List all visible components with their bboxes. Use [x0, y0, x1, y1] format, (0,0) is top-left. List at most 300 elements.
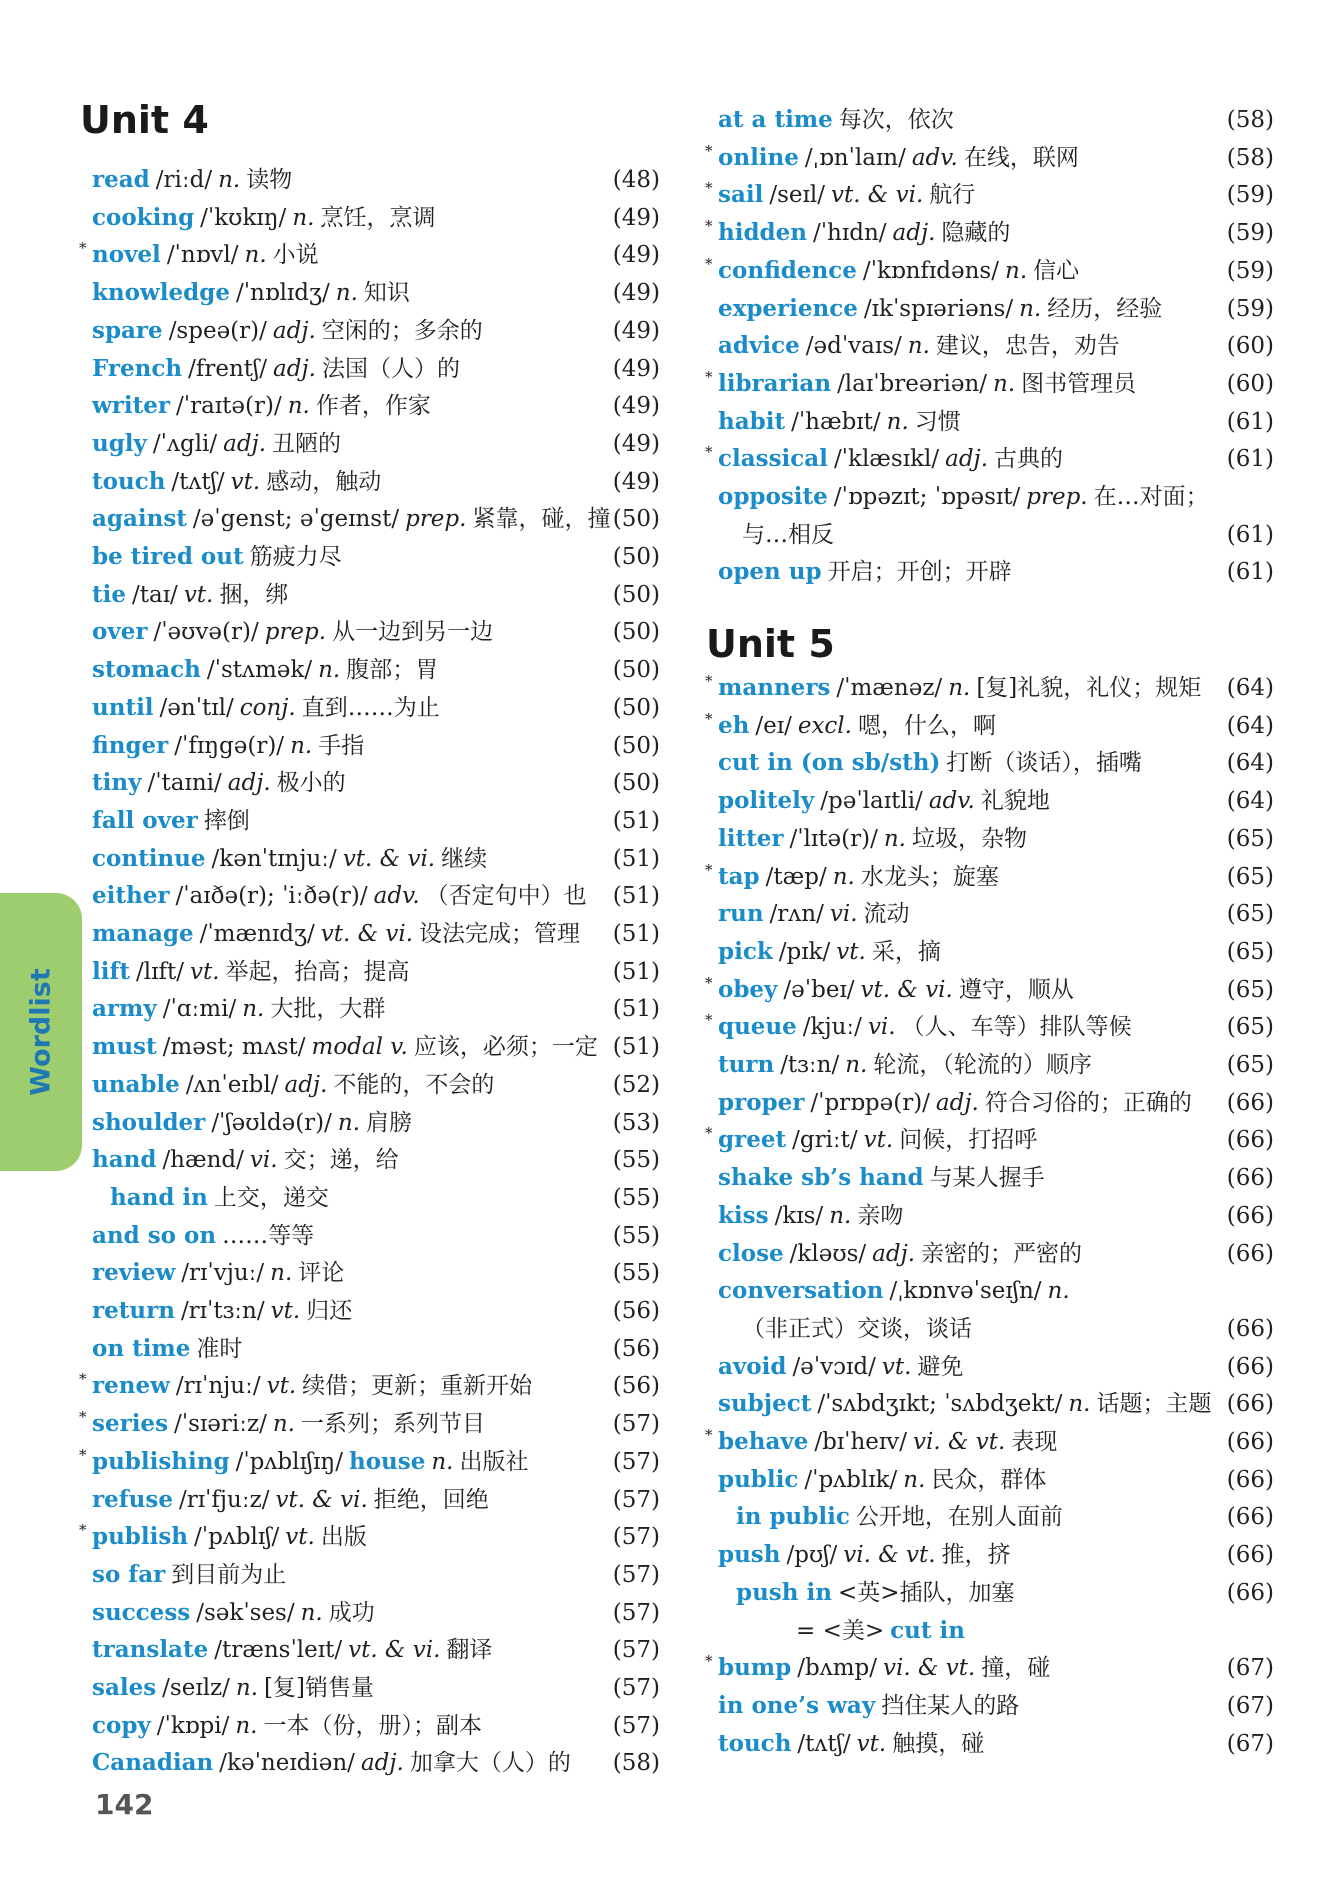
- wordlist-entry: [718, 1350, 1274, 1384]
- entry-meaning: 轮流，（轮流的）顺序: [873, 1052, 1092, 1078]
- entry-word: kiss: [718, 1202, 769, 1229]
- wordlist-entry: [718, 405, 1274, 439]
- entry-part-of-speech: n.: [832, 864, 855, 890]
- wordlist-entry: [79, 238, 660, 272]
- entry-page-ref: (51): [612, 1034, 660, 1060]
- entry-meaning: 极小的: [276, 770, 346, 796]
- entry-word: unable: [92, 1071, 180, 1098]
- entry-part-of-speech: n.: [235, 1675, 259, 1701]
- entry-word: manage: [92, 920, 194, 947]
- entry-word: stomach: [92, 656, 201, 683]
- entry-meaning: 紧靠，碰，撞: [472, 506, 611, 532]
- entry-part-of-speech: n.: [907, 333, 930, 359]
- wordlist-entry: [718, 822, 1274, 856]
- entry-part-of-speech: vt.: [183, 582, 214, 608]
- entry-word: conversation: [718, 1277, 884, 1304]
- entry-word: finger: [92, 732, 169, 759]
- star-marker: *: [705, 443, 713, 461]
- entry-meaning: 嗯，什么，啊: [857, 713, 996, 739]
- entry-page-ref: (59): [1226, 296, 1274, 322]
- entry-part-of-speech: excl.: [797, 713, 852, 739]
- entry-pronunciation: /ənˈtɪl/: [159, 695, 234, 721]
- entry-page-ref: (67): [1226, 1693, 1274, 1719]
- entry-pronunciation: /taɪ/: [132, 582, 178, 608]
- entry-page-ref: (51): [612, 996, 660, 1022]
- entry-page-ref: (60): [1226, 333, 1274, 359]
- entry-meaning: 举起，抬高；提高: [225, 959, 410, 985]
- wordlist-entry: [92, 201, 660, 235]
- wordlist-entry: [92, 389, 660, 423]
- entry-meaning: 不能的，不会的: [333, 1072, 495, 1098]
- entry-meaning: 触摸，碰: [892, 1731, 985, 1757]
- entry-pronunciation: /səkˈses/: [196, 1600, 295, 1626]
- entry-word: open up: [718, 558, 822, 585]
- entry-part-of-speech: vt.: [266, 1373, 297, 1399]
- entry-word: classical: [718, 445, 828, 472]
- star-marker: *: [705, 1652, 713, 1670]
- entry-meaning: 遵守，顺从: [958, 977, 1074, 1003]
- entry-page-ref: (49): [612, 280, 660, 306]
- wordlist-entry: [92, 1106, 660, 1140]
- entry-pronunciation: /kɪs/: [774, 1203, 824, 1229]
- wordlist-entry: [718, 1199, 1274, 1233]
- entry-part-of-speech: adj.: [284, 1072, 328, 1098]
- entry-page-ref: (49): [612, 431, 660, 457]
- entry-pronunciation: /rʌn/: [769, 901, 824, 927]
- entry-page-ref: (66): [1226, 1165, 1274, 1191]
- entry-word: run: [718, 900, 764, 927]
- entry-meaning: 与…相反: [742, 522, 834, 548]
- entry-meaning: 腹部；胃: [346, 657, 439, 683]
- entry-word: manners: [718, 674, 831, 701]
- entry-pronunciation: /tʌtʃ/: [171, 469, 225, 495]
- entry-page-ref: (49): [612, 393, 660, 419]
- entry-pronunciation: /hænd/: [162, 1147, 244, 1173]
- entry-word-extra: house: [348, 1448, 426, 1475]
- wordlist-entry: [92, 314, 660, 348]
- star-marker: *: [705, 1426, 713, 1444]
- entry-page-ref: (59): [1226, 182, 1274, 208]
- entry-part-of-speech: adv.: [373, 883, 420, 909]
- entry-meaning: 成功: [328, 1600, 375, 1626]
- entry-pronunciation: /ˈɑːmi/: [162, 996, 237, 1022]
- entry-pronunciation: /ˌɒnˈlaɪn/: [804, 145, 906, 171]
- entry-word: greet: [718, 1126, 787, 1153]
- entry-meaning: 挡住某人的路: [881, 1693, 1020, 1719]
- entry-word: avoid: [718, 1353, 787, 1380]
- entry-page-ref: (51): [612, 921, 660, 947]
- entry-pronunciation: /ˈmænəz/: [836, 675, 943, 701]
- wordlist-entry: [92, 1633, 660, 1667]
- entry-meaning: [复]礼貌，礼仪；规矩: [976, 675, 1202, 701]
- entry-meaning: 与某人握手: [929, 1165, 1045, 1191]
- wordlist-entry: [92, 1219, 660, 1253]
- entry-pronunciation: /ˈraɪtə(r)/: [176, 393, 282, 419]
- entry-meaning: 经历，经验: [1047, 296, 1163, 322]
- entry-page-ref: (64): [1226, 713, 1274, 739]
- entry-part-of-speech: vt. & vi.: [348, 1637, 441, 1663]
- entry-pronunciation: /kləʊs/: [789, 1241, 867, 1267]
- entry-pronunciation: /griːt/: [792, 1127, 858, 1153]
- entry-part-of-speech: modal v.: [311, 1034, 408, 1060]
- wordlist-entry: [92, 766, 660, 800]
- entry-pronunciation: /eɪ/: [755, 713, 792, 739]
- entry-part-of-speech: n.: [300, 1600, 323, 1626]
- entry-word: advice: [718, 332, 800, 359]
- entry-word: in public: [736, 1503, 850, 1530]
- entry-meaning: 在线，联网: [963, 145, 1079, 171]
- entry-pronunciation: /ˈʃəʊldə(r)/: [211, 1110, 332, 1136]
- entry-pronunciation: /laɪˈbreəriən/: [837, 371, 988, 397]
- wordlist-entry: [92, 1256, 660, 1290]
- wordlist-entry: [718, 1689, 1274, 1723]
- entry-pronunciation: /ˈtaɪni/: [147, 770, 222, 796]
- entry-page-ref: (57): [612, 1675, 660, 1701]
- entry-page-ref: (64): [1226, 750, 1274, 776]
- entry-meaning: 出版: [320, 1524, 367, 1550]
- entry-pronunciation: /ˈhɪdn/: [812, 220, 887, 246]
- entry-meaning: 上交，递交: [213, 1185, 329, 1211]
- entry-page-ref: (49): [612, 356, 660, 382]
- entry-part-of-speech: n.: [218, 167, 241, 193]
- entry-word: touch: [718, 1730, 792, 1757]
- entry-meaning: 续借；更新；重新开始: [302, 1373, 533, 1399]
- wordlist-entry: [718, 480, 1274, 514]
- entry-part-of-speech: vt. & vi.: [275, 1487, 368, 1513]
- wordlist-entry: [79, 1407, 660, 1441]
- wordlist-entry: [705, 1010, 1274, 1044]
- wordlist-entry: [718, 935, 1274, 969]
- entry-page-ref: (60): [1226, 371, 1274, 397]
- entry-word: push: [718, 1541, 781, 1568]
- wordlist-entry: [92, 427, 660, 461]
- entry-pronunciation: /ˈnɒvl/: [166, 242, 239, 268]
- entry-word: behave: [718, 1428, 809, 1455]
- wordlist-entry: [92, 729, 660, 763]
- entry-page-ref: (58): [612, 1750, 660, 1776]
- entry-word: sail: [718, 181, 764, 208]
- wordlist-entry: [705, 709, 1274, 743]
- star-marker: *: [79, 1408, 87, 1426]
- wordlist-entry: [92, 352, 660, 386]
- entry-meaning: 航行: [929, 182, 976, 208]
- wordlist-entry: [92, 992, 660, 1026]
- entry-meaning: 交；递，给: [283, 1147, 399, 1173]
- entry-part-of-speech: adv.: [911, 145, 958, 171]
- wordlist-entry: [92, 917, 660, 951]
- entry-part-of-speech: vt. & vi.: [830, 182, 924, 208]
- wordlist-entry: [705, 860, 1274, 894]
- star-marker: *: [79, 239, 87, 257]
- entry-word: queue: [718, 1013, 797, 1040]
- wordlist-entry: [718, 1463, 1274, 1497]
- entry-word: return: [92, 1297, 175, 1324]
- entry-part-of-speech: vt.: [230, 469, 261, 495]
- entry-pronunciation: /ˈmænɪdʒ/: [199, 921, 315, 947]
- wordlist-entry: [718, 784, 1274, 818]
- wordlist-entry: [718, 1086, 1274, 1120]
- entry-word: proper: [718, 1089, 805, 1116]
- entry-word: tiny: [92, 769, 142, 796]
- entry-part-of-speech: vt. & vi.: [320, 921, 414, 947]
- star-marker: *: [79, 1370, 87, 1388]
- wordlist-entry: [92, 540, 660, 574]
- entry-pronunciation: /ˈʌgli/: [152, 431, 218, 457]
- entry-part-of-speech: n.: [337, 1110, 361, 1136]
- entry-pronunciation: /speə(r)/: [168, 318, 267, 344]
- star-marker: *: [705, 142, 713, 160]
- entry-meaning: 翻译: [446, 1637, 493, 1663]
- entry-page-ref: (50): [612, 544, 660, 570]
- entry-meaning: 建议，忠告，劝告: [935, 333, 1120, 359]
- entry-word: publish: [92, 1523, 189, 1550]
- entry-pronunciation: /ʌnˈeɪbl/: [185, 1072, 279, 1098]
- entry-word: tap: [718, 863, 760, 890]
- entry-page-ref: (57): [612, 1524, 660, 1550]
- entry-word: army: [92, 995, 157, 1022]
- entry-page-ref: (50): [612, 582, 660, 608]
- entry-meaning: ……等等: [222, 1223, 315, 1249]
- star-marker: *: [705, 255, 713, 273]
- entry-part-of-speech: n.: [244, 242, 267, 268]
- entry-word: translate: [92, 1636, 209, 1663]
- entry-meaning: 采，摘: [871, 939, 941, 965]
- entry-word: close: [718, 1240, 784, 1267]
- wordlist-entry: [705, 216, 1274, 250]
- entry-part-of-speech: n.: [1019, 296, 1042, 322]
- entry-page-ref: (57): [612, 1411, 660, 1437]
- entry-pronunciation: /ˈkʊkɪŋ/: [200, 205, 287, 231]
- entry-pronunciation: /seɪl/: [769, 182, 825, 208]
- entry-part-of-speech: vt.: [881, 1354, 912, 1380]
- wordlist-entry: [718, 897, 1274, 931]
- entry-part-of-speech: vi. & vt.: [882, 1655, 976, 1681]
- wordlist-entry: [718, 746, 1274, 780]
- entry-word: over: [92, 618, 148, 645]
- entry-pronunciation: /tɜːn/: [780, 1052, 840, 1078]
- entry-part-of-speech: n.: [845, 1052, 868, 1078]
- entry-meaning: 准时: [196, 1336, 243, 1362]
- wordlist-entry: [718, 1161, 1274, 1195]
- entry-meaning: 推，挤: [941, 1542, 1011, 1568]
- entry-meaning: 信心: [1033, 258, 1080, 284]
- entry-page-ref: (50): [612, 619, 660, 645]
- wordlist-entry: [92, 1030, 660, 1064]
- entry-pronunciation: /əˈbeɪ/: [783, 977, 855, 1003]
- entry-word: habit: [718, 408, 786, 435]
- entry-meaning: 丑陋的: [272, 431, 342, 457]
- entry-page-ref: (66): [1226, 1127, 1274, 1153]
- entry-word: must: [92, 1033, 157, 1060]
- wordlist-entry: [718, 555, 1274, 589]
- wordlist-entry: [110, 1181, 660, 1215]
- entry-word: shoulder: [92, 1109, 206, 1136]
- wordlist-entry: [736, 1576, 1274, 1610]
- entry-meaning: 出版社: [459, 1449, 529, 1475]
- entry-page-ref: (65): [1226, 1052, 1274, 1078]
- entry-word: copy: [92, 1712, 151, 1739]
- entry-word: push in: [736, 1579, 832, 1606]
- entry-meaning: 流动: [863, 901, 910, 927]
- entry-meaning: 在…对面；: [1093, 484, 1209, 510]
- entry-pronunciation: /ˈkɒpi/: [156, 1713, 230, 1739]
- entry-page-ref: (55): [612, 1185, 660, 1211]
- wordlist-entry: [92, 1558, 660, 1592]
- entry-word: public: [718, 1466, 799, 1493]
- entry-pronunciation: /ˈaɪðə(r); ˈiːðə(r)/: [175, 883, 368, 909]
- entry-pronunciation: /rɪˈvjuː/: [181, 1260, 265, 1286]
- entry-part-of-speech: vt. & vi.: [860, 977, 953, 1003]
- entry-meaning: 设法完成；管理: [419, 921, 581, 947]
- entry-page-ref: (50): [612, 506, 660, 532]
- wordlist-entry: [718, 329, 1274, 363]
- entry-pronunciation: /ˈnɒlɪdʒ/: [235, 280, 330, 306]
- entry-page-ref: (65): [1226, 901, 1274, 927]
- wordlist-entry: [705, 1123, 1274, 1157]
- wordlist-entry: [92, 955, 660, 989]
- entry-word: cooking: [92, 204, 195, 231]
- entry-meaning: 亲吻: [857, 1203, 904, 1229]
- entry-pronunciation: /ˈpʌblɪk/: [804, 1467, 898, 1493]
- entry-part-of-speech: vi. & vt.: [913, 1429, 1006, 1455]
- entry-meaning: （否定句中）也: [425, 883, 587, 909]
- entry-page-ref: (66): [1226, 1467, 1274, 1493]
- entry-page-ref: (66): [1226, 1391, 1274, 1417]
- entry-meaning: 筋疲力尽: [249, 544, 342, 570]
- entry-meaning: 法国（人）的: [321, 356, 460, 382]
- entry-meaning: 撞，碰: [981, 1655, 1051, 1681]
- entry-word: French: [92, 355, 183, 382]
- entry-word: bump: [718, 1654, 792, 1681]
- wordlist-entry: [705, 671, 1274, 705]
- entry-page-ref: (57): [612, 1449, 660, 1475]
- wordlist-entry: [92, 691, 660, 725]
- entry-pronunciation: /ˈprɒpə(r)/: [810, 1090, 930, 1116]
- entry-meaning: 感动，触动: [266, 469, 382, 495]
- entry-pronunciation: /ˌkɒnvəˈseɪʃn/: [889, 1278, 1042, 1304]
- entry-pronunciation: /ˈsʌbdʒɪkt; ˈsʌbdʒekt/: [817, 1391, 1063, 1417]
- entry-part-of-speech: n.: [883, 826, 906, 852]
- wordlist-entry: [92, 1483, 660, 1517]
- entry-part-of-speech: n.: [903, 1467, 926, 1493]
- entry-part-of-speech: vt. & vi.: [342, 846, 436, 872]
- unit-title: Unit 5: [706, 622, 835, 666]
- entry-pronunciation: /ˈklæsɪkl/: [833, 446, 940, 472]
- entry-meaning: （人、车等）排队等候: [901, 1014, 1132, 1040]
- entry-meaning: = <美>: [796, 1618, 885, 1644]
- entry-page-ref: (48): [612, 167, 660, 193]
- entry-word: and so on: [92, 1222, 217, 1249]
- entry-page-ref: (66): [1226, 1354, 1274, 1380]
- entry-part-of-speech: vt.: [189, 959, 220, 985]
- entry-page-ref: (61): [1226, 522, 1274, 548]
- entry-page-ref: (50): [612, 695, 660, 721]
- entry-page-ref: (64): [1226, 675, 1274, 701]
- entry-meaning: 问候，打招呼: [899, 1127, 1038, 1153]
- wordlist-entry: [718, 1274, 1274, 1308]
- entry-part-of-speech: n.: [1005, 258, 1028, 284]
- wordlist-entry: [705, 973, 1274, 1007]
- entry-word: politely: [718, 787, 815, 814]
- entry-part-of-speech: adj.: [945, 446, 989, 472]
- entry-meaning: 亲密的；严密的: [921, 1241, 1083, 1267]
- entry-meaning: 一本（份，册）；副本: [263, 1713, 482, 1739]
- entry-word: series: [92, 1410, 169, 1437]
- entry-part-of-speech: vt.: [285, 1524, 315, 1550]
- entry-meaning: 民众，群体: [931, 1467, 1047, 1493]
- entry-word: pick: [718, 938, 773, 965]
- wordlist-entry: [705, 367, 1274, 401]
- entry-pronunciation: /ˈpʌblɪʃɪŋ/: [235, 1449, 343, 1475]
- star-marker: *: [705, 861, 713, 879]
- wordlist-entry: [705, 178, 1274, 212]
- entry-word: knowledge: [92, 279, 230, 306]
- entry-part-of-speech: adj.: [892, 220, 936, 246]
- entry-meaning: 垃圾，杂物: [911, 826, 1027, 852]
- wordlist-entry: [79, 1520, 660, 1554]
- entry-part-of-speech: adj.: [872, 1241, 916, 1267]
- entry-meaning: 打断（谈话），插嘴: [946, 750, 1142, 776]
- side-tab-label: Wordlist: [25, 968, 57, 1096]
- entry-meaning: 每次，依次: [838, 107, 954, 133]
- entry-page-ref: (49): [612, 205, 660, 231]
- entry-word: review: [92, 1259, 176, 1286]
- entry-meaning: [复]销售量: [264, 1675, 374, 1701]
- entry-part-of-speech: n.: [431, 1449, 454, 1475]
- entry-word: obey: [718, 976, 778, 1003]
- entry-word: touch: [92, 468, 166, 495]
- entry-page-ref: (66): [1226, 1429, 1274, 1455]
- entry-part-of-speech: adj.: [273, 356, 316, 382]
- entry-page-ref: (66): [1226, 1203, 1274, 1229]
- entry-word: sales: [92, 1674, 157, 1701]
- entry-word: tie: [92, 581, 126, 608]
- entry-part-of-speech: n.: [287, 393, 310, 419]
- wordlist-entry: [796, 1614, 1274, 1648]
- entry-part-of-speech: prep.: [264, 619, 327, 645]
- entry-pronunciation: /əˈgenst; əˈgeɪnst/: [192, 506, 400, 532]
- entry-page-ref: (56): [612, 1298, 660, 1324]
- entry-page-ref: (49): [612, 318, 660, 344]
- entry-pronunciation: /ˈstʌmək/: [206, 657, 313, 683]
- entry-word: so far: [92, 1561, 166, 1588]
- entry-meaning: 捆，绑: [219, 582, 289, 608]
- unit-title: Unit 4: [80, 98, 209, 142]
- wordlist-entry: [92, 163, 660, 197]
- wordlist-entry: [742, 518, 1274, 552]
- entry-page-ref: (58): [1226, 145, 1274, 171]
- entry-page-ref: (58): [1226, 107, 1274, 133]
- entry-pronunciation: /rɪˈnjuː/: [175, 1373, 261, 1399]
- wordlist-entry: [742, 1312, 1274, 1346]
- entry-word: against: [92, 505, 187, 532]
- entry-page-ref: (53): [612, 1110, 660, 1136]
- wordlist-entry: [92, 1143, 660, 1177]
- entry-page-ref: (51): [612, 846, 660, 872]
- entry-pronunciation: /ˈfɪŋgə(r)/: [174, 733, 285, 759]
- entry-word: read: [92, 166, 150, 193]
- entry-meaning: 图书管理员: [1021, 371, 1137, 397]
- entry-word: spare: [92, 317, 163, 344]
- entry-pronunciation: /rɪˈfjuːz/: [178, 1487, 270, 1513]
- entry-page-ref: (50): [612, 770, 660, 796]
- entry-word: refuse: [92, 1486, 173, 1513]
- entry-word: at a time: [718, 106, 833, 133]
- wordlist-entry: [92, 1746, 660, 1780]
- entry-meaning: 水龙头；旋塞: [860, 864, 999, 890]
- entry-meaning: 大批，大群: [270, 996, 386, 1022]
- entry-pronunciation: /trænsˈleɪt/: [214, 1637, 343, 1663]
